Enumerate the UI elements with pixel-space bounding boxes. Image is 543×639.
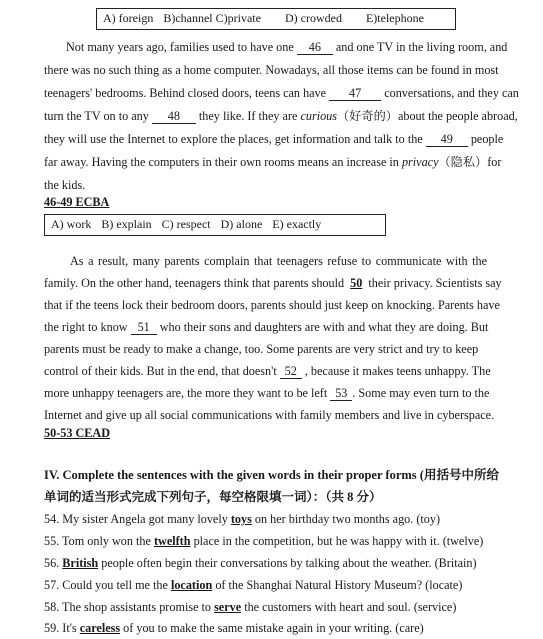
list-item: 57. Could you tell me the location of the Shanghai Natural History Museum? (locate) (44, 578, 463, 592)
option: B) explain (101, 217, 152, 231)
answer-key-1: 46-49 ECBA (44, 195, 110, 209)
option: D) crowded (284, 11, 342, 25)
option: B)channel C)private (163, 11, 261, 25)
answer-word: toys (230, 512, 252, 526)
answer-word: location (170, 578, 213, 592)
text-line: control of their kids. But in the end, that doesn't 52 , because it makes teens unhappy. The (44, 364, 491, 378)
option: A) foreign (103, 11, 154, 25)
list-item: 56. British people often begin their conversations by talking about the weather. (Britain) (44, 556, 477, 570)
blank-53: 53 (330, 387, 352, 401)
text-line: family. On the other hand, teenagers think that parents should 50 their privacy. Scientists say (44, 276, 502, 290)
option: D) alone (220, 217, 263, 231)
list-item: 58. The shop assistants promise to serve the customers with heart and soul. (service) (44, 600, 457, 614)
text-line: Not many years ago, families used to have one 46 and one TV in the living room, and (66, 40, 508, 54)
blank-46: 46 (297, 41, 333, 55)
blank-49: 49 (426, 133, 468, 147)
text-line: As a result, many parents complain that teenagers refuse to communicate with the (70, 254, 488, 268)
answer-word: British (62, 556, 99, 570)
answer-word: serve (214, 600, 242, 614)
option-box-2 (44, 214, 386, 236)
blank-48: 48 (152, 110, 196, 124)
option: C) respect (161, 217, 211, 231)
text-line: parents must be ready to make a change, too. Some parents are very strict and try to keep (44, 342, 479, 356)
text-line: they will use the Internet to explore the places, get information and talk to the 49 people (44, 132, 504, 146)
answer-word: careless (79, 621, 121, 635)
blank-51: 51 (131, 321, 157, 335)
option: E) exactly (272, 217, 322, 231)
text-line: turn the TV on to any 48 they like. If they are curious（好奇的）about the people abroad, (44, 109, 518, 123)
answer-key-2: 50-53 CEAD (44, 426, 111, 440)
text-line: Internet and give up all social communications with family members and live in cyberspace. (44, 408, 495, 422)
option: E)telephone (365, 11, 424, 25)
list-item: 55. Tom only won the twelfth place in the competition, but he was happy with it. (twelve) (44, 534, 484, 548)
blank-52: 52 (280, 365, 302, 379)
answer-word: twelfth (153, 534, 191, 548)
text-line: far away. Having the computers in their own rooms means an increase in privacy（隐私）for (44, 155, 502, 169)
text-line: the right to know 51 who their sons and daughters are with and what they are doing. But (44, 320, 489, 334)
section-heading: IV. Complete the sentences with the given words in their proper forms (用括号中所给 (44, 468, 499, 482)
option-box-1 (96, 8, 456, 30)
text-line: the kids. (44, 178, 86, 192)
section-heading-line-2: 单词的适当形式完成下列句子，每空格限填一词）：（共 8 分） (44, 490, 382, 504)
blank-50: 50 (350, 276, 363, 290)
blank-47: 47 (329, 87, 381, 101)
text-line: more unhappy teenagers are, the more they want to be left 53 . Some may even turn to the (44, 386, 490, 400)
option: A) work (51, 217, 92, 231)
text-line: teenagers' bedrooms. Behind closed doors, teens can have 47 conversations, and they can (44, 86, 519, 100)
text-line: that if the teens lock their bedroom doors, parents should just keep on knocking. Parents have (44, 298, 500, 312)
list-item: 54. My sister Angela got many lovely toys on her birthday two months ago. (toy) (44, 512, 441, 526)
text-line: there was no such thing as a home computer. Nowadays, all those items can be found in most (44, 63, 499, 77)
list-item: 59. It's careless of you to make the same mistake again in your writing. (care) (44, 621, 424, 635)
